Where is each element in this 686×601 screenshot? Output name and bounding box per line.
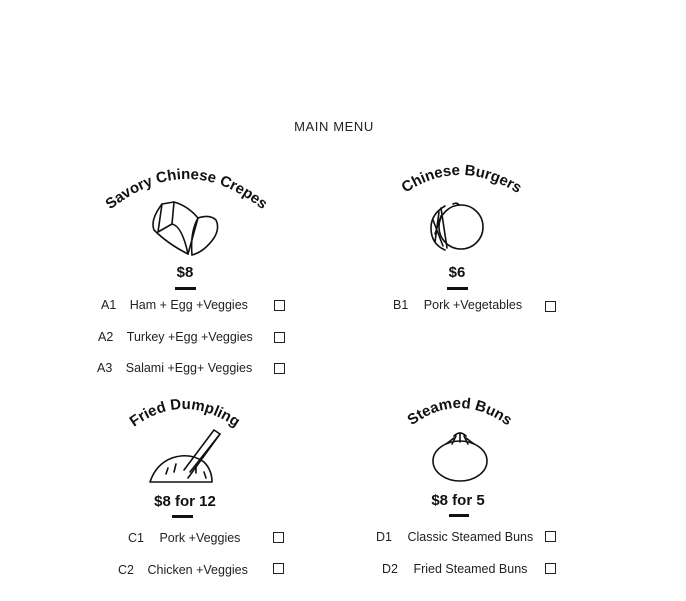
svg-text:Fried Dumpling: Fried Dumpling — [126, 395, 243, 431]
item-code: A3 — [97, 361, 113, 375]
menu-item-a3 — [97, 361, 252, 375]
item-name: Fried Steamed Buns — [413, 562, 528, 576]
menu-item-d1 — [376, 530, 533, 544]
item-name: Turkey +Egg +Veggies — [126, 330, 253, 344]
price-underline — [172, 515, 193, 518]
menu-item-c2 — [118, 563, 248, 577]
price-crepes: $8 — [176, 264, 194, 281]
checkbox-a1[interactable] — [274, 300, 285, 311]
svg-text:Savory Chinese Crepes: Savory Chinese Crepes — [102, 165, 271, 213]
checkbox-a2[interactable] — [274, 332, 285, 343]
item-name: Classic Steamed Buns — [407, 530, 534, 544]
price-buns: $8 for 5 — [431, 492, 485, 509]
checkbox-d1[interactable] — [545, 531, 556, 542]
item-code: C2 — [118, 563, 134, 577]
price-underline — [447, 287, 468, 290]
item-code: B1 — [393, 298, 409, 312]
item-name: Salami +Egg+ Veggies — [125, 361, 253, 375]
menu-item-c1 — [128, 531, 240, 545]
checkbox-b1[interactable] — [545, 301, 556, 312]
menu-item-a1 — [101, 298, 248, 312]
menu-item-b1 — [393, 298, 522, 312]
item-code: A2 — [98, 330, 114, 344]
item-code: D2 — [382, 562, 398, 576]
steamed-bun-icon — [428, 428, 492, 484]
checkbox-a3[interactable] — [274, 363, 285, 374]
svg-text:Chinese Burgers: Chinese Burgers — [398, 161, 525, 197]
menu-item-a2 — [98, 330, 253, 344]
item-name: Pork +Vegetables — [423, 298, 523, 312]
svg-text:Steamed Buns: Steamed Buns — [404, 394, 516, 430]
item-name: Chicken +Veggies — [147, 563, 248, 577]
checkbox-c2[interactable] — [273, 563, 284, 574]
price-burgers: $6 — [448, 264, 466, 281]
price-dumpling: $8 for 12 — [154, 493, 216, 510]
burger-icon — [427, 198, 487, 256]
dumpling-icon — [146, 426, 230, 488]
item-name: Ham + Egg +Veggies — [129, 298, 248, 312]
item-name: Pork +Veggies — [159, 531, 241, 545]
menu-item-d2 — [382, 562, 527, 576]
item-code: D1 — [376, 530, 392, 544]
price-underline — [175, 287, 196, 290]
checkbox-c1[interactable] — [273, 532, 284, 543]
price-underline — [449, 514, 469, 517]
item-code: A1 — [101, 298, 117, 312]
page-title: MAIN MENU — [294, 119, 374, 134]
item-code: C1 — [128, 531, 144, 545]
checkbox-d2[interactable] — [545, 563, 556, 574]
crepe-icon — [148, 198, 222, 260]
